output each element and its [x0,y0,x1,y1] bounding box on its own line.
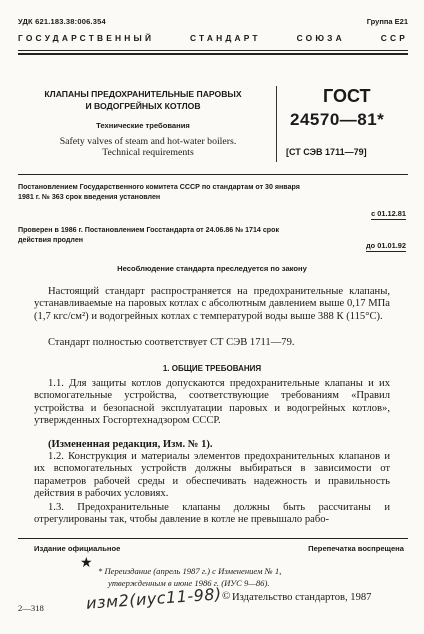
header-rule-thick [18,53,408,55]
penalty-note: Несоблюдение стандарта преследуется по закону [117,264,307,273]
title-ru-line1: КЛАПАНЫ ПРЕДОХРАНИТЕЛЬНЫЕ ПАРОВЫХ [44,89,242,99]
publisher: Издательство стандартов, 1987 [232,592,372,603]
page-code: 2—318 [18,603,44,613]
change-note: (Измененная редакция, Изм. № 1). [48,439,213,450]
sev-reference: [СТ СЭВ 1711—79] [286,147,367,157]
gost-label: ГОСТ [323,86,371,106]
footer-rule [18,538,408,539]
subtitle-ru: Технические требования [96,121,190,130]
intro-paragraph: Настоящий стандарт распространяется на предохранительные клапаны, устанавливаемые на паровых котлах с абсолютным давлением выше 0,17 МПа (1,7 кгс/см²) и водогрейных котлах с температурой воды выше 388 К (115°С). [34,286,390,322]
resolution-line2: 1981 г. № 363 срок введения установлен [18,193,161,201]
date-until: до 01.01.92 [365,241,406,250]
title-en [30,136,266,158]
date-introduction: с 01.12.81 [371,209,406,218]
title-rule [18,174,408,175]
resolution-line3: Проверен в 1986 г. Постановлением Госстандарта от 24.06.86 № 1714 срок [18,226,279,234]
copyright-icon: © [222,590,231,602]
clause-1-3: 1.3. Предохранительные клапаны должны быть рассчитаны и отрегулированы так, чтобы давление в котле не превышало рабо- [34,502,390,526]
clause-1-1: 1.1. Для защиты котлов допускаются предохранительные клапаны и их вспомогательные устройства, соответствующие требованиям «Правил устройства и безопасной эксплуатации паровых и водогрейных котлов», утвержденных Госгортехнадзором СССР. [34,378,390,427]
no-reprint-notice: Перепечатка воспрещена [308,544,404,553]
title-en-line1: Safety valves of steam and hot-water boilers. [59,136,237,147]
clause-1-2: 1.2. Конструкция и материалы элементов предохранительных клапанов и их вспомогательных устройств должны выбираться в зависимости от параметров рабочей среды и обеспечивать надежность и правильность действия в рабочих условиях. [34,451,390,500]
section-heading: 1. ОБЩИЕ ТРЕБОВАНИЯ [162,364,262,373]
resolution-line1: Постановлением Государственного комитета СССР по стандартам от 30 января [18,183,300,191]
reissue-note [98,565,281,589]
official-edition: Издание официальное [34,544,121,553]
group-code: Группа Е21 [366,17,408,26]
reissue-line1: * Переиздание (апрель 1987 г.) с Изменением № 1, [98,566,282,576]
title-en-line2: Technical requirements [102,147,194,158]
resolution-line4: действия продлен [18,236,84,244]
title-ru-line2: И ВОДОГРЕЙНЫХ КОТЛОВ [85,101,201,111]
udk-code: УДК 621.183.38:006.354 [18,17,106,26]
gost-number: 24570—81* [290,110,385,129]
title-divider [276,86,277,162]
reissue-line2: утвержденным в июне 1986 г. (ИУС 9—86). [108,578,270,588]
state-standard-heading: ГОСУДАРСТВЕННЫЙ СТАНДАРТ СОЮЗА ССР [18,33,408,43]
star-icon: ★ [80,556,93,571]
header-rule-thin [18,50,408,51]
equivalence-paragraph: Стандарт полностью соответствует СТ СЭВ 1711—79. [48,337,295,348]
handwritten-annotation: изм2(иус11-98) [85,584,223,613]
